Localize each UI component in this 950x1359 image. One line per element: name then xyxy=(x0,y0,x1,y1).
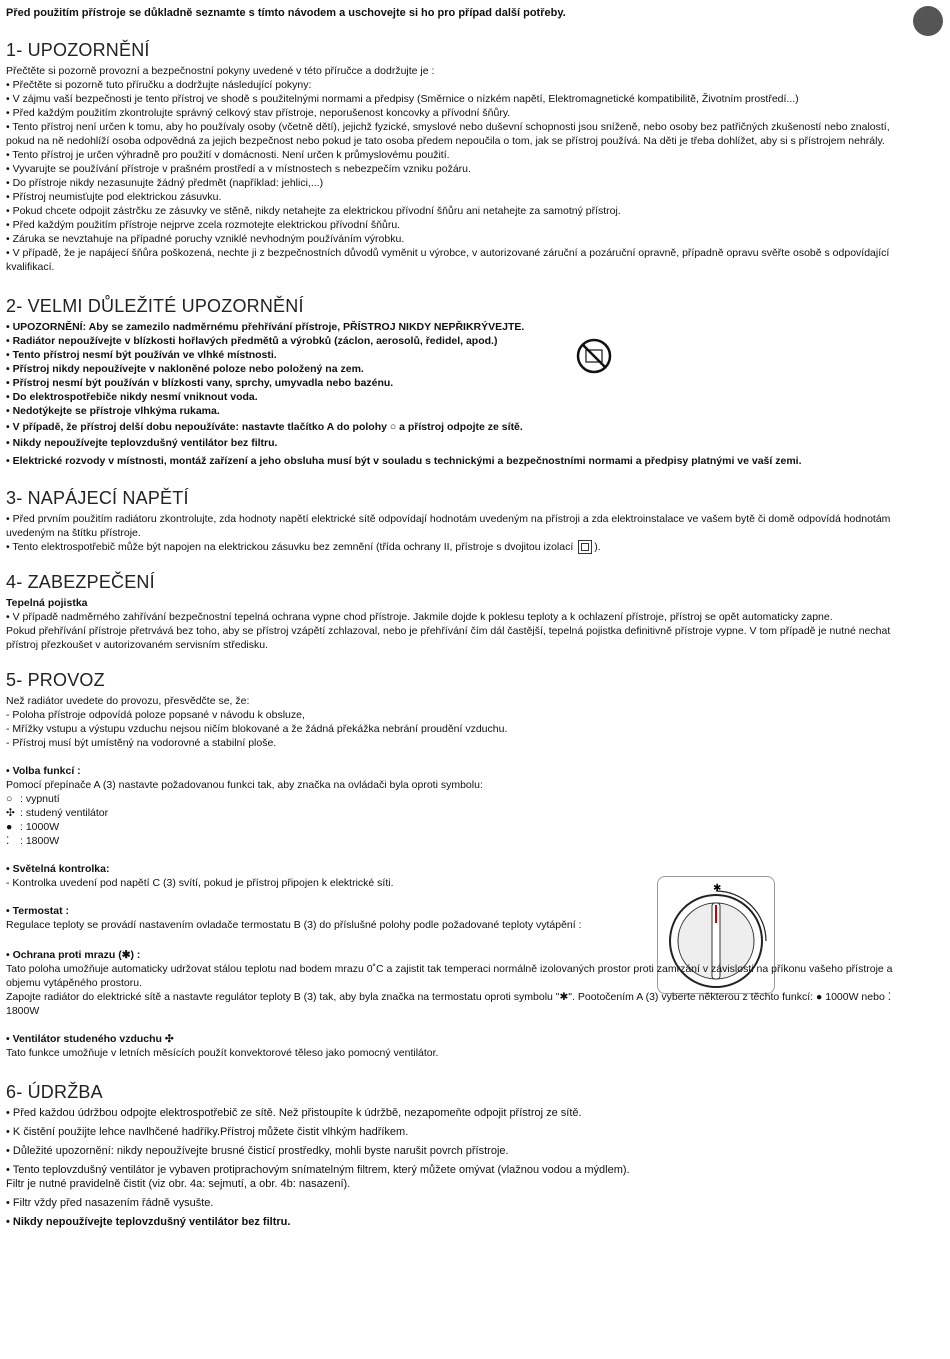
mode-1000w: ● : 1000W xyxy=(6,821,60,834)
list-item: • Nikdy nepoužívejte teplovzdušný ventilátor bez filtru. xyxy=(6,436,921,450)
list-item: • Tento přístroj je určen výhradně pro použití v domácnosti. Není určen k průmyslovému použití. xyxy=(6,148,921,162)
list-item: • Přístroj neumisťujte pod elektrickou zásuvku. xyxy=(6,190,921,204)
list-item: • Přečtěte si pozorně tuto příručku a dodržujte následující pokyny: xyxy=(6,78,921,92)
mraz-text-1: Tato poloha umožňuje automaticky udržovat stálou teplotu nad bodem mrazu 0˚C a zajistit tak temperaci normálně izolovaných prostor proti zamrzání v závislosti na příkonu vašeho přístroje a objemu vytápěného prostoru. xyxy=(6,963,893,990)
fan-symbol-icon: ✣ xyxy=(164,1033,174,1046)
mode-fan: ✣ : studený ventilátor xyxy=(6,807,109,820)
list-item: • Před každou údržbou odpojte elektrospotřebič ze sítě. Než přistoupíte k údržbě, nezapomeňte odpojit přístroj ze sítě. xyxy=(6,1106,921,1120)
mode-off: ○ : vypnutí xyxy=(6,793,60,806)
section-1-lead: Přečtěte si pozorně provozní a bezpečnostní pokyny uvedené v této příručce a dodržujte je : xyxy=(6,65,435,77)
list-item: • Tento teplovzdušný ventilátor je vybaven protiprachovým snímatelným filtrem, který můžete omývat (vlažnou vodou a mýdlem). xyxy=(6,1163,921,1177)
section-3-title: 3- NAPÁJECÍ NAPĚTÍ xyxy=(6,488,189,508)
list-item: • Tento přístroj nesmí být používán ve vlhké místnosti. xyxy=(6,348,921,362)
list-item: • Nedotýkejte se přístroje vlhkýma rukama. xyxy=(6,404,921,418)
list-item: • Přístroj nikdy nepoužívejte v nakloněné poloze nebo položený na zem. xyxy=(6,362,921,376)
list-item: • Před každým použitím zkontrolujte správný celkový stav přístroje, neporušenost koncovky a přívodní šňůry. xyxy=(6,106,921,120)
double-insulation-icon xyxy=(578,540,592,554)
section-4-title: 4- ZABEZPEČENÍ xyxy=(6,572,155,593)
list-item: • Elektrické rozvody v místnosti, montáž zařízení a jeho obsluha musí být v souladu s technickými a bezpečnostními normami a předpisy platnými ve vaší zemi. xyxy=(6,454,921,468)
list-item: • Filtr vždy před nasazením řádně vysušte. xyxy=(6,1196,921,1210)
list-item: • Přístroj nesmí být používán v blízkosti vany, sprchy, umyvadla nebo bazénu. xyxy=(6,376,921,390)
section-5-lead: Než radiátor uvedete do provozu, přesvědčte se, že: xyxy=(6,695,250,708)
section-5-checks xyxy=(6,708,921,750)
list-item: • Tento přístroj není určen k tomu, aby ho používaly osoby (včetně dětí), jejichž fyzické, smyslové nebo duševní schopnosti jsou sníženě, nebo osoby bez patřičných zkušeností nebo znalostí, pokud na ně nedohlíží osoba odpovědná za jejich bezpečnost nebo pokud je tato osoba předem nepoučila o tom, jak se přístroj používá. Na děti je třeba dohlížet, aby si s přístrojem nehrály. xyxy=(6,120,921,148)
section-6-list-end xyxy=(6,1196,921,1229)
list-item xyxy=(6,540,921,554)
section-1-list xyxy=(6,78,921,274)
list-item: • Do přístroje nikdy nezasunujte žádný předmět (například: jehlici,...) xyxy=(6,176,921,190)
list-item: • V případě, že je napájecí šňůra poškozená, nechte ji z bezpečnostních důvodů vyměnit u výrobce, v autorizované záruční a pozáruční opravně, případně opravu svěřte osobě s odpovídající kvalifikací. xyxy=(6,246,921,274)
list-item-text-end: ). xyxy=(594,541,601,553)
double-dot-icon: ⁚ xyxy=(6,835,10,848)
list-item: • Před každým použitím přístroje nejprve zcela rozmotejte elektrickou přívodní šňůru. xyxy=(6,218,921,232)
mode-list xyxy=(6,792,606,848)
single-dot-icon: ● xyxy=(6,821,13,834)
fan-symbol-icon: ✣ xyxy=(6,807,15,820)
kontrolka-title: • Světelná kontrolka: xyxy=(6,863,110,876)
list-item: • K čistění použijte lehce navlhčené hadříky.Přístroj můžete čistit vlhkým hadříkem. xyxy=(6,1125,921,1139)
list-item: - Přístroj musí být umístěný na vodorovné a stabilní ploše. xyxy=(6,736,921,750)
list-item: - Poloha přístroje odpovídá poloze popsané v návodu k obsluze, xyxy=(6,708,921,722)
section-6-list xyxy=(6,1106,921,1177)
section-3-list xyxy=(6,512,921,554)
section-1-title: 1- UPOZORNĚNÍ xyxy=(6,40,150,60)
off-symbol-icon: ○ xyxy=(6,793,13,806)
list-item: • UPOZORNĚNÍ: Aby se zamezilo nadměrnému přehřívání přístroje, PŘÍSTROJ NIKDY NEPŘIKRÝVEJTE. xyxy=(6,320,921,334)
list-item-text: Tento elektrospotřebič může být napojen na elektrickou zásuvku bez zemnění (třída ochrany II, přístroje s dvojitou izolací xyxy=(12,541,574,553)
list-item: • Pokud chcete odpojit zástrčku ze zásuvky ve stěně, nikdy netahejte za elektrickou přívodní šňůru ani netahejte za samotný přístroj. xyxy=(6,204,921,218)
manual-page xyxy=(6,6,921,1234)
section-6-title: 6- ÚDRŽBA xyxy=(6,1082,103,1103)
mraz-title: • Ochrana proti mrazu (✱) : xyxy=(6,949,141,962)
section-2-list xyxy=(6,320,921,468)
intro-text: Před použitím přístroje se důkladně seznamte s tímto návodem a uschovejte si ho pro případ další potřeby. xyxy=(6,7,566,19)
mode-1800w: ⁚ : 1800W xyxy=(6,835,60,848)
list-item: • Důležité upozornění: nikdy nepoužívejte brusné čisticí prostředky, mohli byste narušit povrch přístroje. xyxy=(6,1144,921,1158)
list-item: • V případě nadměrného zahřívání bezpečnostní tepelná ochrana vypne chod přístroje. Jakmile dojde k poklesu teploty a k ochlazení přístroje, přístroj se opět automaticky zapne. xyxy=(6,610,921,624)
list-item: • Před prvním použitím radiátoru zkontrolujte, zda hodnoty napětí elektrické sítě odpovídají hodnotám uvedeným na přístroji a zda elektroinstalace ve vašem bytě či domě odpovídá hodnotám uvedeným na štítku přístroje. xyxy=(6,512,921,540)
list-item: • Vyvarujte se používání přístroje v prašném prostředí a v místnostech s nebezpečím vzniku požáru. xyxy=(6,162,921,176)
kontrolka-text: - Kontrolka uvedení pod napětí C (3) svítí, pokud je přístroj připojen k elektrické síti. xyxy=(6,877,394,890)
volba-title: • Volba funkcí : xyxy=(6,765,81,778)
section-5-title: 5- PROVOZ xyxy=(6,670,105,691)
section-4-list xyxy=(6,610,921,624)
section-4-text: Pokud přehřívání přístroje přetrvává bez toho, aby se přístroj vzápětí zchlazoval, nebo je přehřívání čím dál častější, tepelná pojistka definitivně přístroje vypne. V tom případě je nutné nechat přístroj přezkoušet v autorizovaném servisním středisku. xyxy=(6,625,891,652)
list-item: • Do elektrospotřebiče nikdy nesmí vniknout voda. xyxy=(6,390,921,404)
list-item: - Mřížky vstupu a výstupu vzduchu nejsou ničím blokované a že žádná překážka nebrání proudění vzduchu. xyxy=(6,722,921,736)
svg-text:✱: ✱ xyxy=(713,883,722,894)
vent-text: Tato funkce umožňuje v letních měsících použít konvektorové těleso jako pomocný ventilátor. xyxy=(6,1047,439,1060)
list-item: • Radiátor nepoužívejte v blízkosti hořlavých předmětů a výrobků (záclon, aerosolů, ředidel, apod.) xyxy=(6,334,921,348)
list-item: • V zájmu vaší bezpečnosti je tento přístroj ve shodě s použitelnými normami a předpisy (Směrnice o nízkém napětí, Elektromagnetické kompatibilitě, Životním prostředí...) xyxy=(6,92,921,106)
termostat-title: • Termostat : xyxy=(6,905,69,918)
mraz-text-2: Zapojte radiátor do elektrické sítě a nastavte regulátor teploty B (3) tak, aby byla značka na termostatu oproti symbolu "✱". Pootočením A (3) vyberte některou z těchto funkcí: ● 1000W nebo ⁚ 1800W xyxy=(6,991,892,1018)
vent-title: • Ventilátor studeného vzduchu ✣ xyxy=(6,1033,174,1046)
termostat-text: Regulace teploty se provádí nastavením ovladače termostatu B (3) do příslušné polohy podle požadované teploty vytápění : xyxy=(6,919,582,932)
list-item: • V případě, že přístroj delší dobu nepoužíváte: nastavte tlačítko A do polohy ○ a přístroj odpojte ze sítě. xyxy=(6,420,921,434)
section-4-subtitle: Tepelná pojistka xyxy=(6,597,88,610)
list-item: • Záruka se nevztahuje na případné poruchy vzniklé nevhodným používáním výrobku. xyxy=(6,232,921,246)
filter-note: Filtr je nutné pravidelně čistit (viz obr. 4a: sejmutí, a obr. 4b: nasazení). xyxy=(6,1178,351,1191)
volba-text: Pomocí přepínače A (3) nastavte požadovanou funkci tak, aby značka na ovládači byla oproti symbolu: xyxy=(6,779,483,792)
list-item: • Nikdy nepoužívejte teplovzdušný ventilátor bez filtru. xyxy=(6,1215,921,1229)
section-2-title: 2- VELMI DŮLEŽITÉ UPOZORNĚNÍ xyxy=(6,296,304,316)
